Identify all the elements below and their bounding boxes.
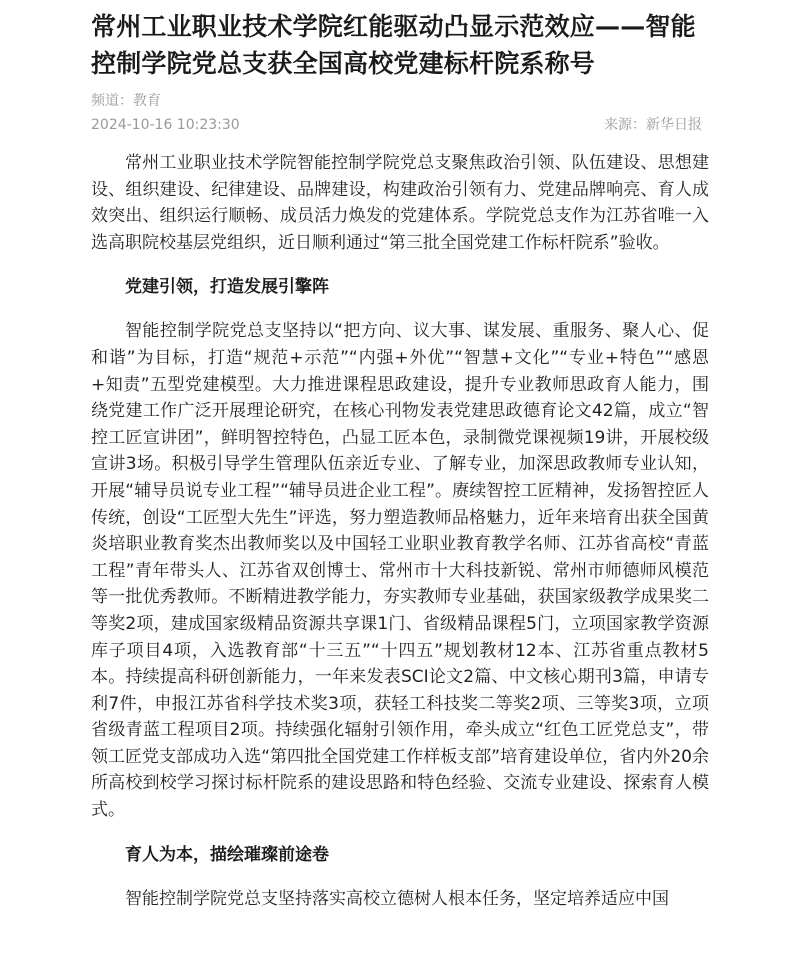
source-label: 来源：新华日报	[604, 117, 702, 133]
channel-label[interactable]: 频道：教育	[91, 93, 161, 109]
paragraph-party-building: 智能控制学院党总支坚持以“把方向、议大事、谋发展、重服务、聚人心、促和谐”为目标，打造“规范+示范”“内强+外优”“智慧+文化”“专业+特色”“感恩+知责”五型党建模型。大力推进课程思政建设，提升专业教师思政育人能力，围绕党建工作广泛开展理论研究，在核心刊物发表党建思政德育论文42篇，成立“智控工匠宣讲团”，鲜明智控特色，凸显工匠本色，录制微党课视频19讲，开展校级宣讲3场。积极引导学生管理队伍亲近专业、了解专业，加深思政教师专业认知，开展“辅导员说专业工程”“辅导员进企业工程”。赓续智控工匠精神，发扬智控匠人传统，创设“工匠型大先生”评选，努力塑造教师品格魅力，近年来培育出获全国黄炎培职业教育奖杰出教师奖以及中国轻工业职业教育教学名师、江苏省高校“青蓝工程”青年带头人、江苏省双创博士、常州市十大科技新锐、常州市师德师风模范等一批优秀教师。不断精进教学能力，夯实教师专业基础，获国家级教学成果奖二等奖2项，建成国家级精品资源共享课1门、省级精品课程5门，立项国家教学资源库子项目4项，入选教育部“十三五”“十四五”规划教材12本、江苏省重点教材5本。持续提高科研创新能力，一年来发表SCI论文2篇、中文核心期刊3篇，申请专利7件，申报江苏省科学技术奖3项，获轻工科技奖二等奖2项、三等奖3项，立项省级青蓝工程项目2项。持续强化辐射引领作用，牵头成立“红色工匠党总支”，带领工匠党支部成功入选“第四批全国党建工作样板支部”培育建设单位，省内外20余所高校到校学习探讨标杆院系的建设思路和特色经验、交流专业建设、探索育人模式。	[91, 321, 709, 821]
article-title: 常州工业职业技术学院红能驱动凸显示范效应——智能控制学院党总支获全国高校党建标杆院系称号	[91, 12, 696, 78]
publish-date: 2024-10-16 10:23:30	[91, 117, 240, 133]
paragraph-education: 智能控制学院党总支坚持落实高校立德树人根本任务，坚定培养适应中国	[125, 888, 669, 909]
paragraph-intro: 常州工业职业技术学院智能控制学院党总支聚焦政治引领、队伍建设、思想建设、组织建设、纪律建设、品牌建设，构建政治引领有力、党建品牌响亮、育人成效突出、组织运行顺畅、成员活力焕发的党建体系。学院党总支作为江苏省唯一入选高职院校基层党组织，近日顺利通过“第三批全国党建工作标杆院系”验收。	[91, 153, 709, 253]
section-heading-education: 育人为本，描绘璀璨前途卷	[125, 844, 329, 865]
article-body	[91, 150, 709, 930]
section-heading-party-building: 党建引领，打造发展引擎阵	[125, 277, 329, 298]
